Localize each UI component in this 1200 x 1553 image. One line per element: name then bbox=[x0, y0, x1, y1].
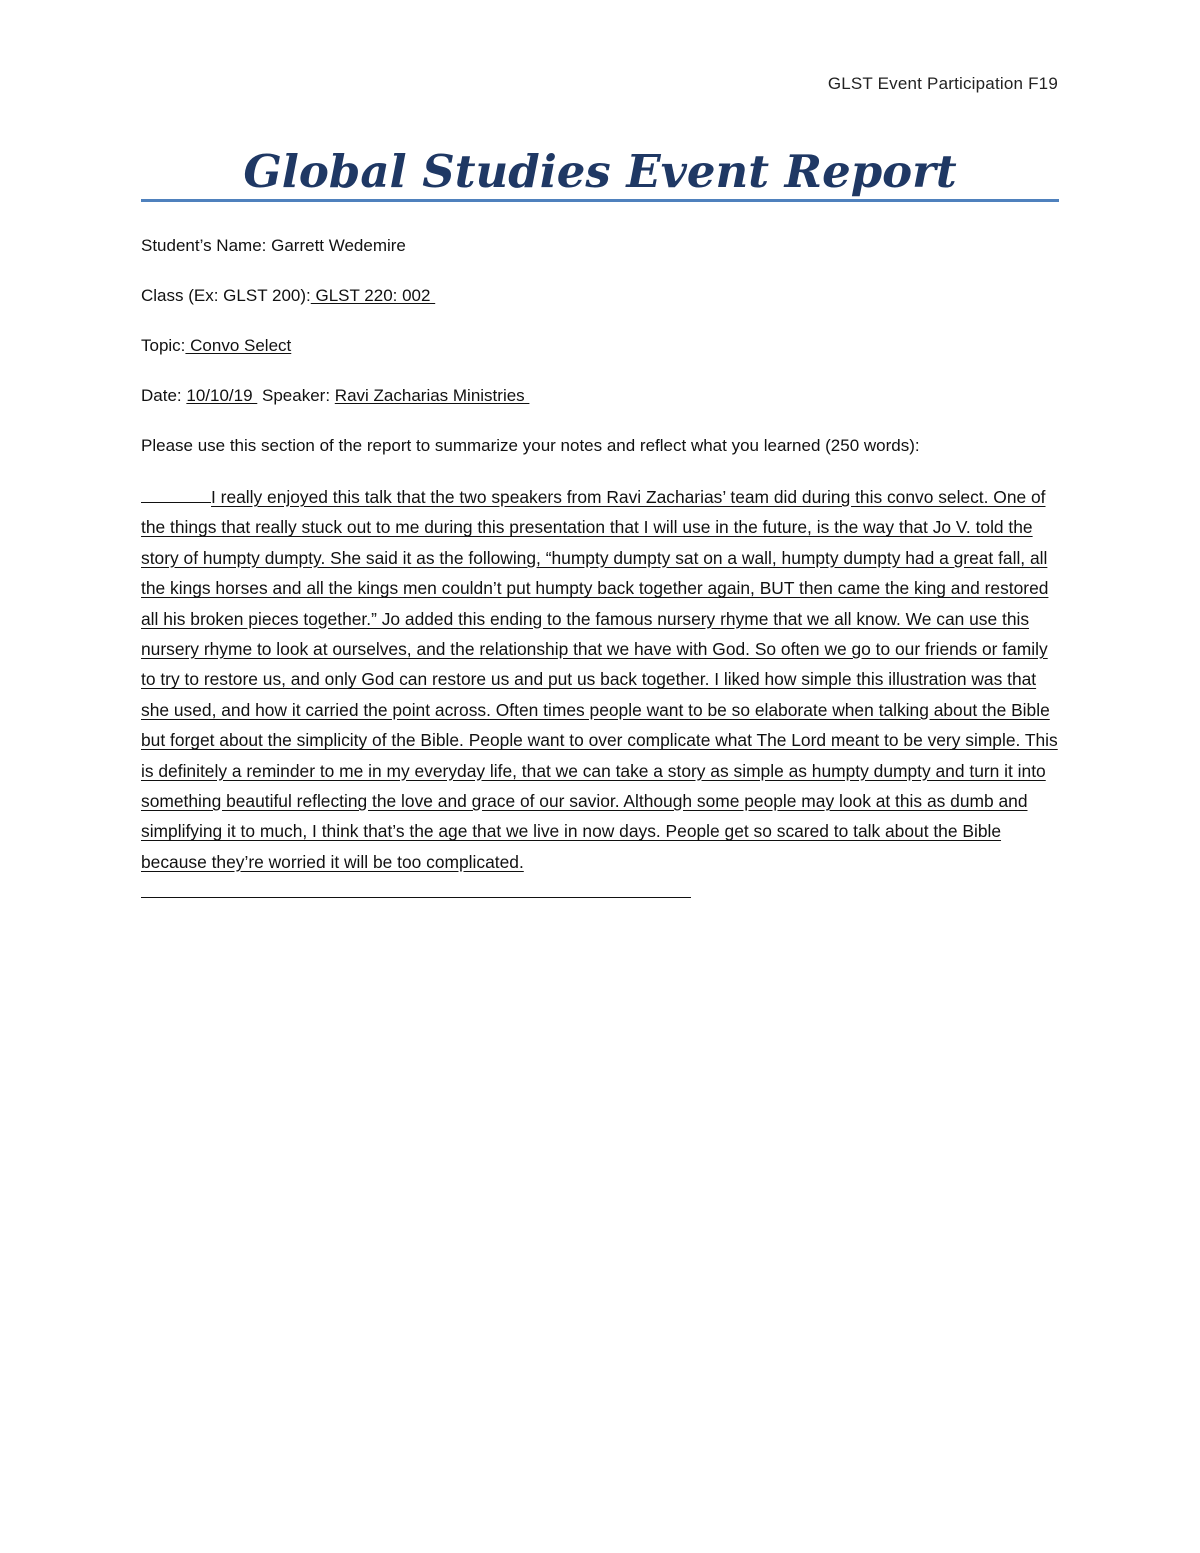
speaker-label: Speaker: bbox=[262, 386, 331, 405]
reflection-body bbox=[141, 482, 1059, 908]
document-title: Global Studies Event Report bbox=[243, 145, 957, 198]
class-field bbox=[141, 284, 435, 308]
title-underline-rule bbox=[141, 199, 1059, 202]
student-name-label: Student’s Name: bbox=[141, 236, 267, 255]
student-name-field bbox=[141, 234, 406, 258]
class-label: Class (Ex: GLST 200): bbox=[141, 286, 311, 305]
date-value: 10/10/19 bbox=[186, 386, 258, 405]
reflection-text: I really enjoyed this talk that the two speakers from Ravi Zacharias’ team did during this convo select. One of the things that really stuck out to me during this presentation that I will use in the future, is the way that Jo V. told the story of humpty dumpty. She said it as the following, “humpty dumpty sat on a wall, humpty dumpty had a great fall, all the kings horses and all the kings men couldn’t put humpty back together again, BUT then came the king and restored all his broken pieces together.” Jo added this ending to the famous nursery rhyme that we all know. We can use this nursery rhyme to look at ourselves, and the relationship that we have with God. So often we go to our friends or family to try to restore us, and only God can restore us and put us back together. I liked how simple this illustration was that she used, and how it carried the point across. Often times people want to be so elaborate when talking about the Bible but forget about the simplicity of the Bible. People want to over complicate what The Lord meant to be very simple. This is definitely a reminder to me in my everyday life, that we can take a story as simple as humpty dumpty and turn it into something beautiful reflecting the love and grace of our savior. Although some people may look at this as dumb and simplifying it to much, I think that’s the age that we live in now days. People get so scared to talk about the Bible because they’re worried it will be too complicated. bbox=[141, 487, 1058, 872]
trailing-underline bbox=[141, 879, 691, 898]
date-label: Date: bbox=[141, 386, 182, 405]
topic-value: Convo Select bbox=[185, 336, 292, 355]
title-container bbox=[141, 140, 1059, 204]
class-value: GLST 220: 002 bbox=[310, 286, 436, 305]
running-header: GLST Event Participation F19 bbox=[827, 74, 1058, 93]
topic-label: Topic: bbox=[141, 336, 186, 355]
topic-field bbox=[141, 334, 291, 358]
speaker-value: Ravi Zacharias Ministries bbox=[334, 386, 530, 405]
reflection-prompt: Please use this section of the report to summarize your notes and reflect what you learned (250 words): bbox=[141, 436, 920, 455]
paragraph-indent-line bbox=[141, 484, 211, 503]
date-speaker-field bbox=[141, 384, 529, 408]
student-name-value: Garrett Wedemire bbox=[271, 236, 406, 255]
